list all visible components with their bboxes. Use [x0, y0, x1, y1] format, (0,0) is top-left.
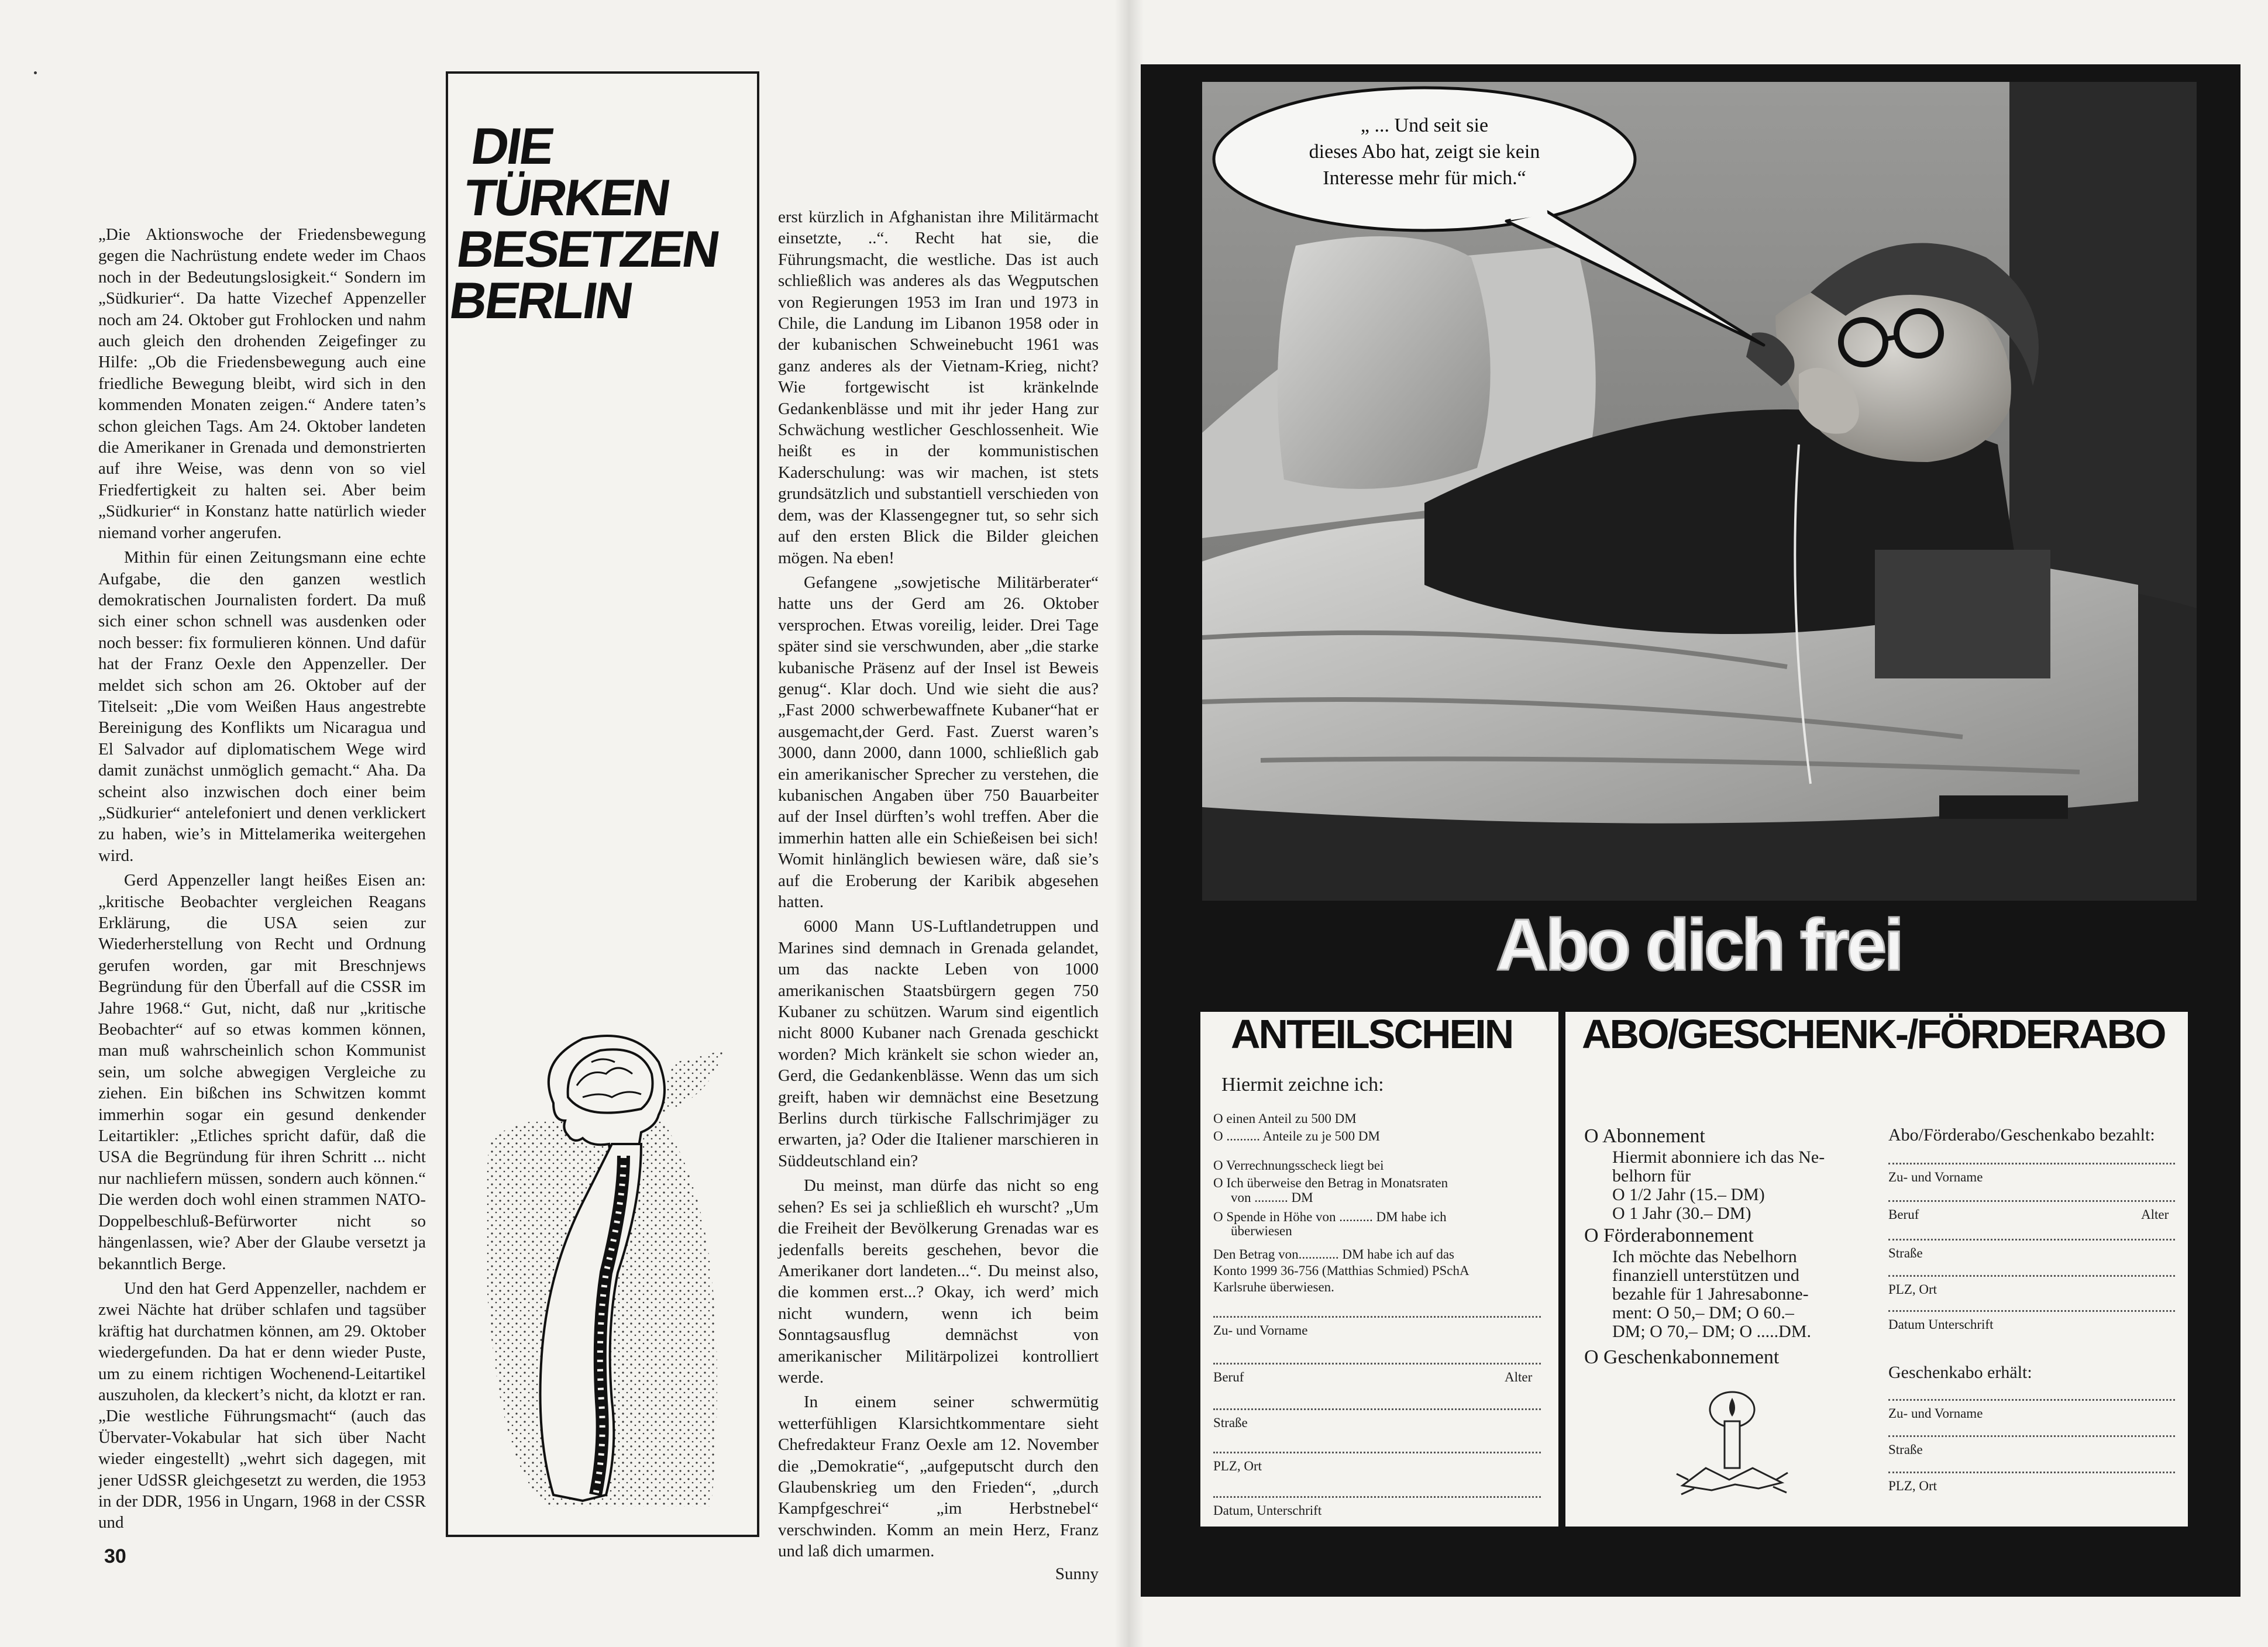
- payer-age-label: Alter: [2141, 1207, 2169, 1222]
- foerder-text: DM; O 70,– DM; O .....DM.: [1612, 1322, 1812, 1341]
- paragraph: erst kürzlich in Afghanistan ihre Militärmacht einsetzte, ..“. Recht hat sie, die Führungsmacht, die westliche. Das ist auch schließlich was anderes als das Wegputschen von Regierungen 1953 im Iran und 1973 in Chile, die Landung im Libanon 1958 oder in der kubanischen Schweinebucht 1961 was ganz anderes als der Vietnam-Krieg, nicht? Wie fortgewischt ist kränkelnde Gedankenblässe und mit ihr jeder Hang zur Schwächung westlicher Geschlossenheit. Wie heißt es in der kommunistischen Kaderschulung: was wir machen, ist stets grundsätzlich und substantiell verschieden von dem, was der Klassengegner tut, so sehr sich auf den ersten Blick die Bilder gleichen mögen. Na eben!: [778, 208, 1099, 567]
- abonnement-text: belhorn für: [1612, 1166, 1691, 1186]
- bank-text: Den Betrag von............ DM habe ich auf das: [1213, 1247, 1454, 1262]
- paragraph: „Die Aktionswoche der Friedensbewegung gegen die Nachrüstung endete weder im Chaos noch in der Bedeutungslosigkeit.“ Sondern im „Südkurier“. Da hatte Vizechef Appenzeller noch am 24. Oktober gut Frohlocken und nahm auch gleich den drohenden Zeigefinger zu Hilfe: „Ob die Friedensbewegung auch eine friedliche Bewegung bleibt, wird sich in den kommenden Monaten zeigen.“ Andere taten’s schon gleichen Tags. Am 24. Oktober landeten die Amerikaner in Grenada und demonstrierten auf ihre Weise, was denn von so viel Friedfertigkeit zu halten sei. Aber beim „Südkurier“ in Konstanz hatte natürlich wieder niemand vorher angerufen.: [98, 225, 426, 542]
- recipient-name-line[interactable]: [1888, 1399, 2175, 1401]
- payer-name-label: Zu- und Vorname: [1888, 1170, 1983, 1184]
- checkbox-option[interactable]: O Spende in Höhe von .......... DM habe ich: [1213, 1210, 1447, 1224]
- author-signature: Sunny: [1055, 1564, 1099, 1583]
- abonnement-text: Hiermit abonniere ich das Ne-: [1612, 1148, 1825, 1167]
- name-label: Zu- und Vorname: [1213, 1323, 1308, 1338]
- payer-zip-label: PLZ, Ort: [1888, 1282, 1937, 1297]
- speech-bubble-line: Interesse mehr für mich.“: [1323, 167, 1526, 189]
- bank-text: Konto 1999 36-756 (Matthias Schmied) PSchA: [1213, 1263, 1469, 1278]
- recipient-name-label: Zu- und Vorname: [1888, 1406, 1983, 1421]
- foerder-text: Ich möchte das Nebelhorn: [1612, 1247, 1797, 1266]
- duration-option[interactable]: O 1 Jahr (30.– DM): [1612, 1204, 1751, 1223]
- checkbox-option[interactable]: O einen Anteil zu 500 DM: [1213, 1111, 1357, 1126]
- date-line[interactable]: [1213, 1496, 1541, 1498]
- abo-form: [1565, 1012, 2188, 1527]
- form-text: überwiesen: [1231, 1224, 1292, 1238]
- paragraph: Du meinst, man dürfe das nicht so eng sehen? Es sei ja schließlich eh wurscht? „Um die Freiheit der Bevölkerung Grenadas war es jedenfalls bereits geschehen, bevor die Amerikaner dort landeten...“. Du meinst also, die kommen erst...? Okay, ich werd’ mich nicht wundern, wenn ich beim Sonntagsausflug demnächst von amerikanischer Militärpolizei kontrolliert werde.: [778, 1176, 1099, 1387]
- payer-zip-line[interactable]: [1888, 1275, 2175, 1277]
- speech-bubble-line: „ ... Und seit sie: [1360, 115, 1489, 136]
- candle-icon: [1671, 1386, 1794, 1503]
- page-number: 30: [104, 1545, 126, 1567]
- foerder-option[interactable]: O Förderabonnement: [1584, 1225, 1754, 1246]
- speck: [34, 71, 37, 74]
- profession-line[interactable]: [1213, 1363, 1541, 1365]
- form-text: von .......... DM: [1231, 1190, 1313, 1205]
- payer-street-label: Straße: [1888, 1246, 1923, 1260]
- page-gutter: [1114, 0, 1144, 1647]
- paragraph: 6000 Mann US-Luftlandetruppen und Marines sind demnach in Grenada gelandet, um das nackte Leben von 1000 amerikanischen Staatsbürgern gegen 750 Kubaner zu schützen. Warum sind eigentlich nicht 8000 Kubaner nach Grenada geschickt worden? Mich kränkelt sie schon wieder an, Gerd, die Gedankenblässe. Wenn das um sich greift, haben wir demnächst eine Besetzung Berlins durch türkische Fallschrimjäger zu erwarten, ja? Oder die Italiener marschieren in Süddeutschland ein?: [778, 917, 1099, 1170]
- speech-bubble-line: dieses Abo hat, zeigt sie kein: [1309, 141, 1540, 163]
- reclining-man-photo: [1202, 82, 2197, 901]
- article-column-1: [98, 224, 426, 1537]
- recipient-label: Geschenkabo erhält:: [1888, 1363, 2032, 1382]
- foerder-text: finanziell unterstützen und: [1612, 1266, 1799, 1285]
- paragraph: Und den hat Gerd Appenzeller, nachdem er zwei Nächte hat drüber schlafen und tagsüber kräftig hat durchatmen können, am 29. Oktober wiedergefunden. Da hat er denn wieder Puste, um zu einem richtigen Wochenend-Leitartikel auszuholen, da kleckert’s nicht, da klotzt er ran. „Die westliche Führungsmacht“ (auch das Übervater-Vokabular hat sich über Nacht wieder eingestellt) „wehrt sich dagegen, mit jener UdSSR gleichgesetzt zu werden, die 1953 in der DDR, 1956 in Ungarn, 1968 in der CSSR und: [98, 1279, 426, 1532]
- date-label: Datum, Unterschrift: [1213, 1503, 1322, 1518]
- payer-date-line[interactable]: [1888, 1310, 2175, 1312]
- profession-label: Beruf: [1213, 1370, 1244, 1384]
- abo-title: ABO/GESCHENK-/FÖRDERABO: [1582, 1011, 2165, 1057]
- paragraph: Gefangene „sowjetische Militärberater“ hatte uns der Gerd am 26. Oktober versprochen. Etwas voreilig, leider. Drei Tage später sind sie verschwunden, aber „die starke kubanische Präsenz auf der Insel ist Beweis genug“. Klar doch. Und wie sieht die aus? „Fast 2000 schwerbewaffnete Kubaner“hat er ausgemacht,der Gerd. Fast. Zuerst waren’s 3000, dann 2000, dann 1000, schließlich gab ein amerikanischer Sprecher zu verstehen, die kubanischen Angaben über 750 Bauarbeiter auf der Insel dürften’s wohl treffen. Aber die immerhin hatten alle ein Schießeisen bei sich! Womit hinlänglich bewiesen wäre, daß sie’s auf die Eroberung der Karibik abgesehen hatten.: [778, 573, 1099, 911]
- payer-name-line[interactable]: [1888, 1163, 2175, 1164]
- paragraph: In einem seiner schwermütig wetterfühligen Klarsichtkommentare sieht Chefredakteur Franz Oexle am 12. November die „Demokratie“, „aufgeputscht durch den Glaubenskrieg um den Frieden“, „durch Kampfgeschrei“ „im Herbstnebel“ verschwinden. Komm an mein Herz, Franz und laß dich umarmen.: [778, 1393, 1099, 1561]
- checkbox-option[interactable]: O Verrechnungsscheck liegt bei: [1213, 1158, 1384, 1173]
- zip-label: PLZ, Ort: [1213, 1459, 1262, 1473]
- anteilschein-title: ANTEILSCHEIN: [1231, 1011, 1513, 1057]
- zip-line[interactable]: [1213, 1452, 1541, 1453]
- paragraph: Gerd Appenzeller langt heißes Eisen an: „kritische Beobachter vergleichen Reagans Erklärung, die USA seien zur Wiederherstellung von Recht und Ordnung gerufen worden, gar mit Breschnjews Begründung für den Überfall auf die CSSR im Jahre 1968.“ Gut, nicht, daß nur „kritische Beobachter“ auf so etwas kommen können, man muß wahrscheinlich schon Kommunist sein, um solche abwegigen Vergleiche zu ziehen. Ein bißchen ins Schwitzen kommt immerhin sogar ein gesund denkender Leitartikler: „Etliches spricht dafür, daß die USA die Begründung für ihren Schritt ... nicht nur nachliefern müssen, sondern auch können.“ Die werden doch wohl einen strammen NATO-Doppelbeschluß-Befürworter nicht so hängenlassen, wie? Aber der Glaube versetzt ja bekanntlich Berge.: [98, 871, 426, 1273]
- payer-label: Abo/Förderabo/Geschenkabo bezahlt:: [1888, 1125, 2155, 1145]
- recipient-street-label: Straße: [1888, 1442, 1923, 1457]
- recipient-zip-label: PLZ, Ort: [1888, 1479, 1937, 1493]
- duration-option[interactable]: O 1/2 Jahr (15.– DM): [1612, 1185, 1765, 1204]
- checkbox-option[interactable]: O Ich überweise den Betrag in Monatsraten: [1213, 1176, 1448, 1190]
- bank-text: Karlsruhe überwiesen.: [1213, 1280, 1334, 1294]
- article-column-2: [778, 206, 1099, 1584]
- age-label: Alter: [1505, 1370, 1533, 1384]
- brain-spine-illustration: [466, 1027, 741, 1512]
- anteilschein-subtitle: Hiermit zeichne ich:: [1221, 1074, 1384, 1095]
- street-line[interactable]: [1213, 1408, 1541, 1410]
- street-label: Straße: [1213, 1415, 1248, 1430]
- foerder-text: ment: O 50,– DM; O 60.–: [1612, 1303, 1794, 1322]
- payer-date-label: Datum Unterschrift: [1888, 1317, 1994, 1332]
- ad-headline: Abo dich frei: [1496, 905, 1901, 986]
- payer-street-line[interactable]: [1888, 1239, 2175, 1241]
- recipient-street-line[interactable]: [1888, 1435, 2175, 1437]
- abonnement-option[interactable]: O Abonnement: [1584, 1125, 1705, 1147]
- title-box: [446, 71, 759, 1537]
- title-line: DIE TÜRKEN: [460, 117, 673, 226]
- anteilschein-form: [1200, 1012, 1558, 1527]
- payer-profession-label: Beruf: [1888, 1207, 1919, 1222]
- recipient-zip-line[interactable]: [1888, 1472, 2175, 1473]
- checkbox-option[interactable]: O .......... Anteile zu je 500 DM: [1213, 1129, 1380, 1143]
- left-page: [0, 0, 1129, 1647]
- geschenk-option[interactable]: O Geschenkabonnement: [1584, 1346, 1780, 1368]
- name-line[interactable]: [1213, 1316, 1541, 1318]
- payer-profession-line[interactable]: [1888, 1200, 2175, 1202]
- title-line: BERLIN: [446, 271, 636, 329]
- foerder-text: bezahle für 1 Jahresabonne-: [1612, 1284, 1809, 1304]
- title-line: BESETZEN: [453, 220, 722, 278]
- paragraph: Mithin für einen Zeitungsmann eine echte Aufgabe, die den ganzen westlich demokratischen Journalisten fordert. Da muß sich einer schon schnell was ausdenken oder noch besser: fix formulieren können. Und dafür hat der Franz Oexle den Appenzeller. Der meldet sich schon am 26. Oktober auf der Titelseit: „Die vom Weißen Haus angestrebte Bereinigung des Konflikts um Nicaragua und El Salvador auf diplomatischem Wege wird damit zunächst unmöglich gemacht.“ Aha. Da scheint also inzwischen doch einer beim „Südkurier“ antelefoniert und denen verklickert zu haben, wie’s in Mittelamerika weitergehen wird.: [98, 548, 426, 865]
- article-title: [446, 117, 732, 329]
